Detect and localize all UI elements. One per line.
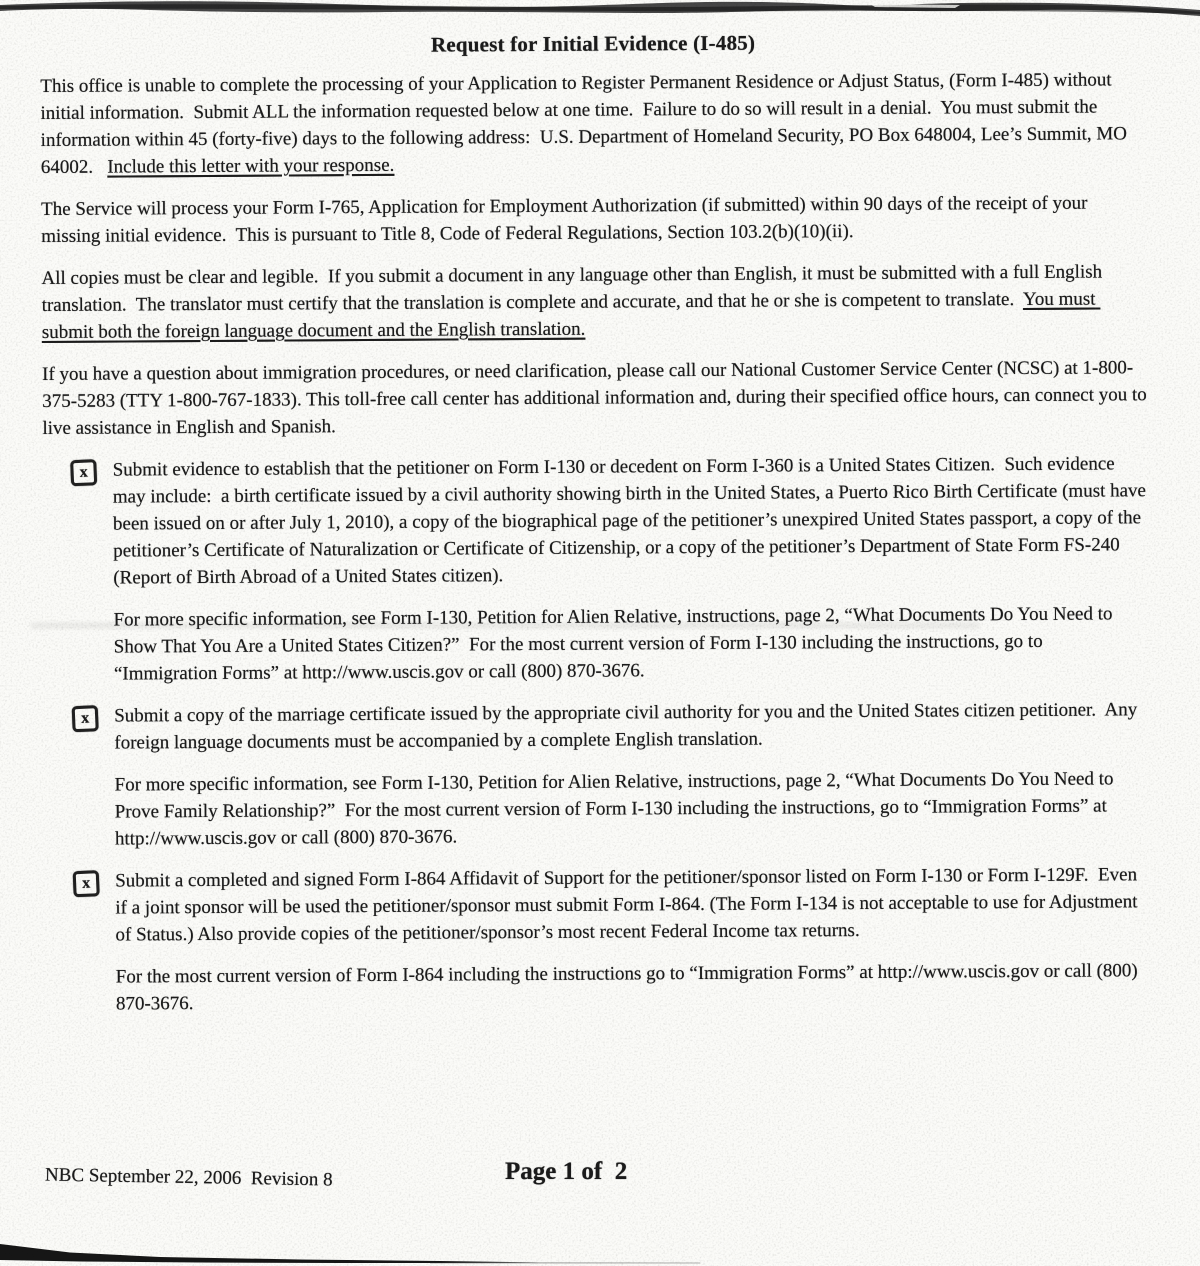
paragraph-intro (40, 66, 1147, 181)
checklist-item-marriage-certificate (44, 696, 1150, 757)
underlined-include-letter: Include this letter with your response. (107, 154, 395, 178)
checkbox-x-mark: x (79, 463, 88, 481)
paragraph-employment-authorization: The Service will process your Form I-765, Application for Employment Authorization (if submitted) within 90 days of the receipt of your missing initial evidence. This is pursuant to Title 8, Code of Federal Regulations, Section 103.2(b)(10)(ii). (41, 192, 1093, 247)
checklist-item-citizenship-text: Submit evidence to establish that the petitioner on Form I-130 or decedent on Form I-360 is a United States Citizen. Such evidence may include: a birth certificate issued by a civil authority showing birth in the United States, a Puerto Rico Birth Certificate (must have been issued on or after July 1, 2010), a copy of the biographical page of the petitioner’s unexpired United States passport, a copy of the petitioner’s Certificate of Naturalization or Certificate of Citizenship, or a copy of the petitioner’s Department of State Form FS-240 (Report of Birth Abroad of a United States citizen). (112, 453, 1151, 589)
scan-smudge (30, 622, 980, 629)
checkbox-x-mark: x (81, 874, 91, 892)
document-title: Request for Initial Evidence (I-485) (430, 30, 756, 57)
paragraph-translation-text: All copies must be clear and legible. If you submit a document in any language other than English, it must be submitted with a full English translation. The translator must certify that the translation is complete and accurate, and that he or she is competent to translate. (41, 261, 1107, 316)
checklist-item-citizenship (43, 450, 1150, 592)
scan-artifact-bottom-edge (0, 1236, 1200, 1266)
checklist-item-affidavit-of-support-followup: For the most current version of Form I-864 including the instructions go to “Immigration Forms” at http://www.uscis.gov or call (800) 870-3676. (115, 960, 1143, 1015)
paragraph-translation (41, 258, 1147, 346)
checkbox-icon (70, 459, 97, 486)
paragraph-intro-text: This office is unable to complete the processing of your Application to Register Permanent Residence or Adjust Status, (Form I-485) without initial information. Submit ALL the information requested below at one time. Failure to do so will result in a denial. You must submit the information within 45 (forty-five) days to the following address: U.S. Department of Homeland Security, PO Box 648004, Lee’s Summit, MO 64002. (40, 69, 1132, 178)
checklist-item-marriage-certificate-followup: For more specific information, see Form I-130, Petition for Alien Relative, instructions, page 2, “What Documents Do You Need to Prove Family Relationship?” For the most current version of Form I-130 including the instructions, go to “Immigration Forms” at http://www.uscis.gov or call (800) 870-3676. (114, 768, 1119, 850)
checklist-item-marriage-certificate-text: Submit a copy of the marriage certificate issued by the appropriate civil authority for you and the United States citizen petitioner. Any foreign language documents must be accompanied by a complete English translation. (114, 699, 1143, 754)
page-footer (0, 1155, 1200, 1203)
checkbox-icon (73, 870, 100, 897)
footer-revision-label: NBC September 22, 2006 Revision 8 (44, 1164, 333, 1191)
paragraph-ncsc: If you have a question about immigration procedures, or need clarification, please call our National Customer Service Center (NCSC) at 1-800-375-5283 (TTY 1-800-767-1833). This toll-free call center has additional information and, during their specified office hours, can connect you to live assistance in English and Spanish. (42, 357, 1152, 439)
underlined-submit-both: You must submit both the foreign language document and the English translation. (41, 288, 1101, 343)
footer-page-number: Page 1 of 2 (505, 1158, 628, 1185)
checklist-item-affidavit-of-support-text: Submit a completed and signed Form I-864 Affidavit of Support for the petitioner/sponsor listed on Form I-130 or Form I-129F. Even if a joint sponsor will be used the petitioner/sponsor must submit Form I-864. (The Form I-134 is not acceptable to use for Adjustment of Status.) Also provide copies of the petitioner/sponsor’s most recent Federal Income tax returns. (115, 864, 1143, 946)
checkbox-x-mark: x (80, 709, 90, 727)
checklist-item-citizenship-followup: For more specific information, see Form I-130, Petition for Alien Relative, instructions, page 2, “What Documents Do You Need to Show That You Are a United States Citizen?” For the most current version of Form I-130 including the instructions, go to “Immigration Forms” at http://www.uscis.gov or call (800) 870-3676. (113, 603, 1118, 685)
checklist-item-affidavit-of-support (45, 861, 1151, 949)
letter-body (40, 27, 1152, 1033)
checkbox-icon (72, 705, 99, 732)
